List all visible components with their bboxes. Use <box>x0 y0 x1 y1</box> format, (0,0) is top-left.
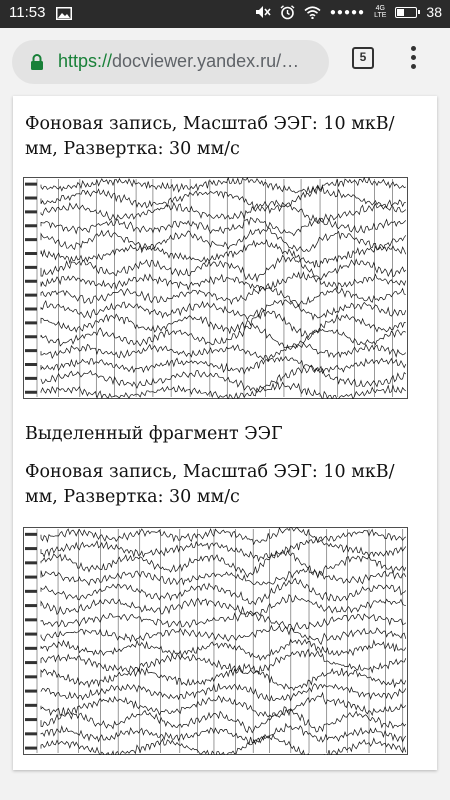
eeg-channel-trace <box>41 684 406 702</box>
eeg-channel-trace <box>41 527 406 544</box>
eeg-channel-trace <box>41 343 406 361</box>
eeg-channel-label <box>25 238 37 241</box>
eeg-channel-label <box>25 590 37 593</box>
eeg-channel-trace <box>41 650 406 674</box>
eeg-channel-trace <box>41 255 406 281</box>
eeg-channel-label <box>25 280 37 283</box>
eeg-channel-trace <box>41 324 406 348</box>
eeg-channel-label <box>25 363 37 366</box>
eeg-channel-label <box>25 210 37 213</box>
eeg-channel-trace <box>41 178 406 193</box>
eeg-channel-trace <box>41 272 406 291</box>
eeg-channel-label <box>25 561 37 564</box>
wifi-icon <box>304 6 321 19</box>
eeg-channel-trace <box>41 735 406 755</box>
eeg-figure-2 <box>23 527 408 755</box>
overflow-menu-button[interactable] <box>408 46 418 74</box>
eeg-figure-1 <box>23 177 408 399</box>
eeg-channel-label <box>25 308 37 311</box>
eeg-channel-trace <box>41 186 406 212</box>
url-host: docviewer.yandex.ru/… <box>112 51 300 71</box>
eeg-channel-label <box>25 647 37 650</box>
url-scheme: https:// <box>58 51 113 71</box>
mute-icon <box>255 5 271 19</box>
eeg-channel-label <box>25 747 37 750</box>
eeg-channel-label <box>25 183 37 186</box>
url-text[interactable] <box>58 51 299 72</box>
eeg-channel-trace <box>41 724 406 744</box>
caption-background-recording-1: Фоновая запись, Масштаб ЭЭГ: 10 мкВ/мм, Развертка: 30 мм/с <box>25 114 395 159</box>
eeg-channel-label <box>25 252 37 255</box>
eeg-channel-label <box>25 675 37 678</box>
eeg-channel-label <box>25 377 37 380</box>
eeg-channel-trace <box>41 595 406 617</box>
network-label: 4G <box>375 5 385 12</box>
address-bar[interactable] <box>12 40 329 84</box>
eeg-channel-label <box>25 266 37 269</box>
eeg-channel-trace <box>41 218 406 236</box>
eeg-channel-label <box>25 547 37 550</box>
eeg-channel-label <box>25 576 37 579</box>
caption-selected-fragment: Выделенный фрагмент ЭЭГ <box>25 424 283 444</box>
eeg-channel-label <box>25 618 37 621</box>
eeg-channel-trace <box>41 568 406 585</box>
eeg-channel-label <box>25 661 37 664</box>
battery-icon <box>395 7 417 18</box>
eeg-channel-trace <box>41 300 406 320</box>
battery-percent: 38 <box>426 4 442 20</box>
eeg-channel-label <box>25 732 37 735</box>
eeg-channel-trace <box>41 240 406 268</box>
lock-icon <box>30 54 44 71</box>
eeg-channel-label <box>25 604 37 607</box>
eeg-channel-trace <box>41 550 406 577</box>
tab-switcher-button[interactable]: 5 <box>352 47 374 69</box>
caption-background-recording-2: Фоновая запись, Масштаб ЭЭГ: 10 мкВ/мм, Развертка: 30 мм/с <box>25 462 395 507</box>
alarm-icon <box>280 5 295 20</box>
eeg-channel-trace <box>41 366 406 392</box>
signal-dots-icon: ●●●●● <box>329 6 366 18</box>
eeg-channel-trace <box>41 707 406 733</box>
eeg-channel-label <box>25 718 37 721</box>
eeg-channel-label <box>25 335 37 338</box>
eeg-channel-trace <box>41 639 406 660</box>
eeg-channel-label <box>25 690 37 693</box>
status-bar <box>0 0 450 28</box>
eeg-channel-trace <box>41 357 406 374</box>
eeg-channel-label <box>25 294 37 297</box>
image-notification-icon <box>56 7 72 20</box>
eeg-channel-label <box>25 197 37 200</box>
eeg-channel-trace <box>41 626 406 645</box>
eeg-channel-label <box>25 349 37 352</box>
eeg-channel-trace <box>41 200 406 222</box>
eeg-channel-label <box>25 633 37 636</box>
eeg-channel-trace <box>41 612 406 631</box>
eeg-channel-label <box>25 704 37 707</box>
eeg-channel-label <box>25 391 37 394</box>
battery-fill <box>397 9 403 16</box>
network-sub-label: LTE <box>374 12 387 19</box>
browser-toolbar <box>0 28 450 96</box>
eeg-channel-trace <box>41 693 406 718</box>
network-type <box>374 5 386 19</box>
eeg-channel-label <box>25 533 37 536</box>
eeg-channel-label <box>25 224 37 227</box>
eeg-channel-label <box>25 321 37 324</box>
eeg-channel-trace <box>41 537 406 561</box>
status-time: 11:53 <box>9 4 46 21</box>
